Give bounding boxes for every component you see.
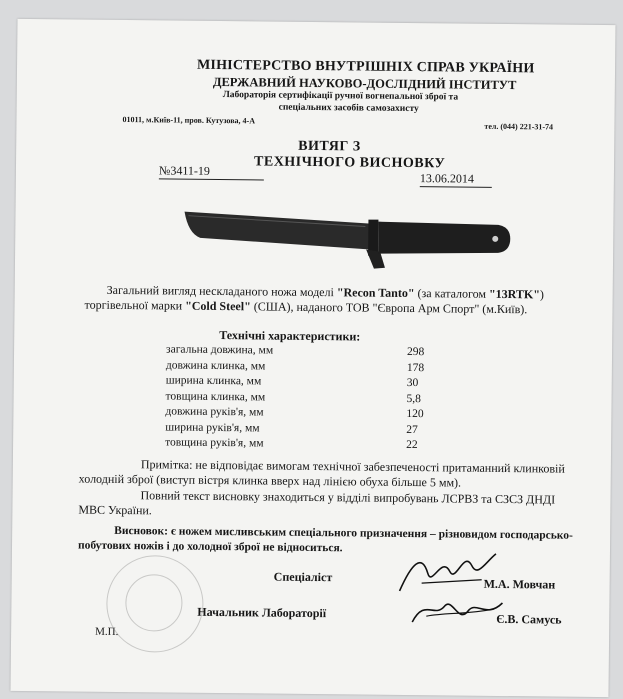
spec-label: довжина руків'я, мм xyxy=(165,405,264,419)
specialist-title: Спеціаліст xyxy=(273,569,333,585)
spec-label: загальна довжина, мм xyxy=(166,343,274,357)
specs-heading: Технічні характеристики: xyxy=(219,328,361,344)
spec-label: ширина клинка, мм xyxy=(165,374,262,388)
address: 01011, м.Київ-11, пров. Кутузова, 4-А xyxy=(122,114,256,126)
specialist-name: М.А. Мовчан xyxy=(483,576,556,592)
spec-label: довжина клинка, мм xyxy=(165,358,266,373)
model-name: "Recon Tanto" xyxy=(336,285,415,301)
knife-image xyxy=(180,204,516,278)
spec-label: ширина руків'я, мм xyxy=(165,420,260,434)
seal-mark: М.П. xyxy=(95,625,119,638)
head-title: Начальник Лабораторії xyxy=(197,604,327,621)
note-text: Примітка: не відповідає вимогам технічної забезпеченості притаманний клинковій холодній зброї (виступ вістря клинка вверх над лінією обуха більше 5 мм). xyxy=(78,457,565,490)
spec-value: 27 xyxy=(406,423,418,436)
spec-value: 30 xyxy=(406,376,419,390)
ministry-heading: МІНІСТЕРСТВО ВНУТРІШНІХ СПРАВ УКРАЇНИ xyxy=(196,57,535,77)
spec-label: товщина руків'я, мм xyxy=(165,436,264,450)
doc-title-1: ВИТЯГ З xyxy=(298,138,361,155)
brand-name: "Cold Steel" xyxy=(185,298,251,314)
fulltext-note: Повний текст висновку знаходиться у відділі випробувань ЛСРВЗ та СЗСЗ ДНДІ МВС України. xyxy=(78,488,556,518)
phone: тел. (044) 221-31-74 xyxy=(484,121,554,132)
catalog-number: "13RTK" xyxy=(488,286,541,302)
doc-title-2: ТЕХНІЧНОГО ВИСНОВКУ xyxy=(253,154,446,172)
head-signature xyxy=(406,588,516,634)
lab-line-2: спеціальних засобів самозахисту xyxy=(278,102,419,115)
head-name: Є.В. Самусь xyxy=(496,611,562,627)
knife-description: Загальний вигляд нескладаного ножа моделі "Recon Tanto" (за каталогом "13RTK") торгівельної марки "Cold Steel" (США), наданого ТОВ "Європа Арм Спорт" (м.Київ). xyxy=(84,282,545,317)
spec-value: 22 xyxy=(406,438,418,452)
institute-heading: ДЕРЖАВНИЙ НАУКОВО-ДОСЛІДНИЙ ІНСТИТУТ xyxy=(212,74,517,93)
spec-value: 178 xyxy=(406,361,425,374)
spec-value: 120 xyxy=(406,407,424,421)
spec-value: 5,8 xyxy=(406,392,422,405)
spec-label: товщина клинка, мм xyxy=(165,389,266,404)
conclusion: Висновок: є ножем мисливським спеціального призначення – різновидом господарсько-побутових ножів і до холодної зброї не відноситься. xyxy=(77,524,573,555)
document-page xyxy=(10,19,615,697)
lab-line-1: Лабораторія сертифікації ручної вогнепальної зброї та xyxy=(222,90,459,103)
doc-number: №3411-19 xyxy=(159,163,264,180)
spec-value: 298 xyxy=(407,345,425,359)
doc-date: 13.06.2014 xyxy=(420,171,492,188)
official-stamp xyxy=(106,555,204,653)
